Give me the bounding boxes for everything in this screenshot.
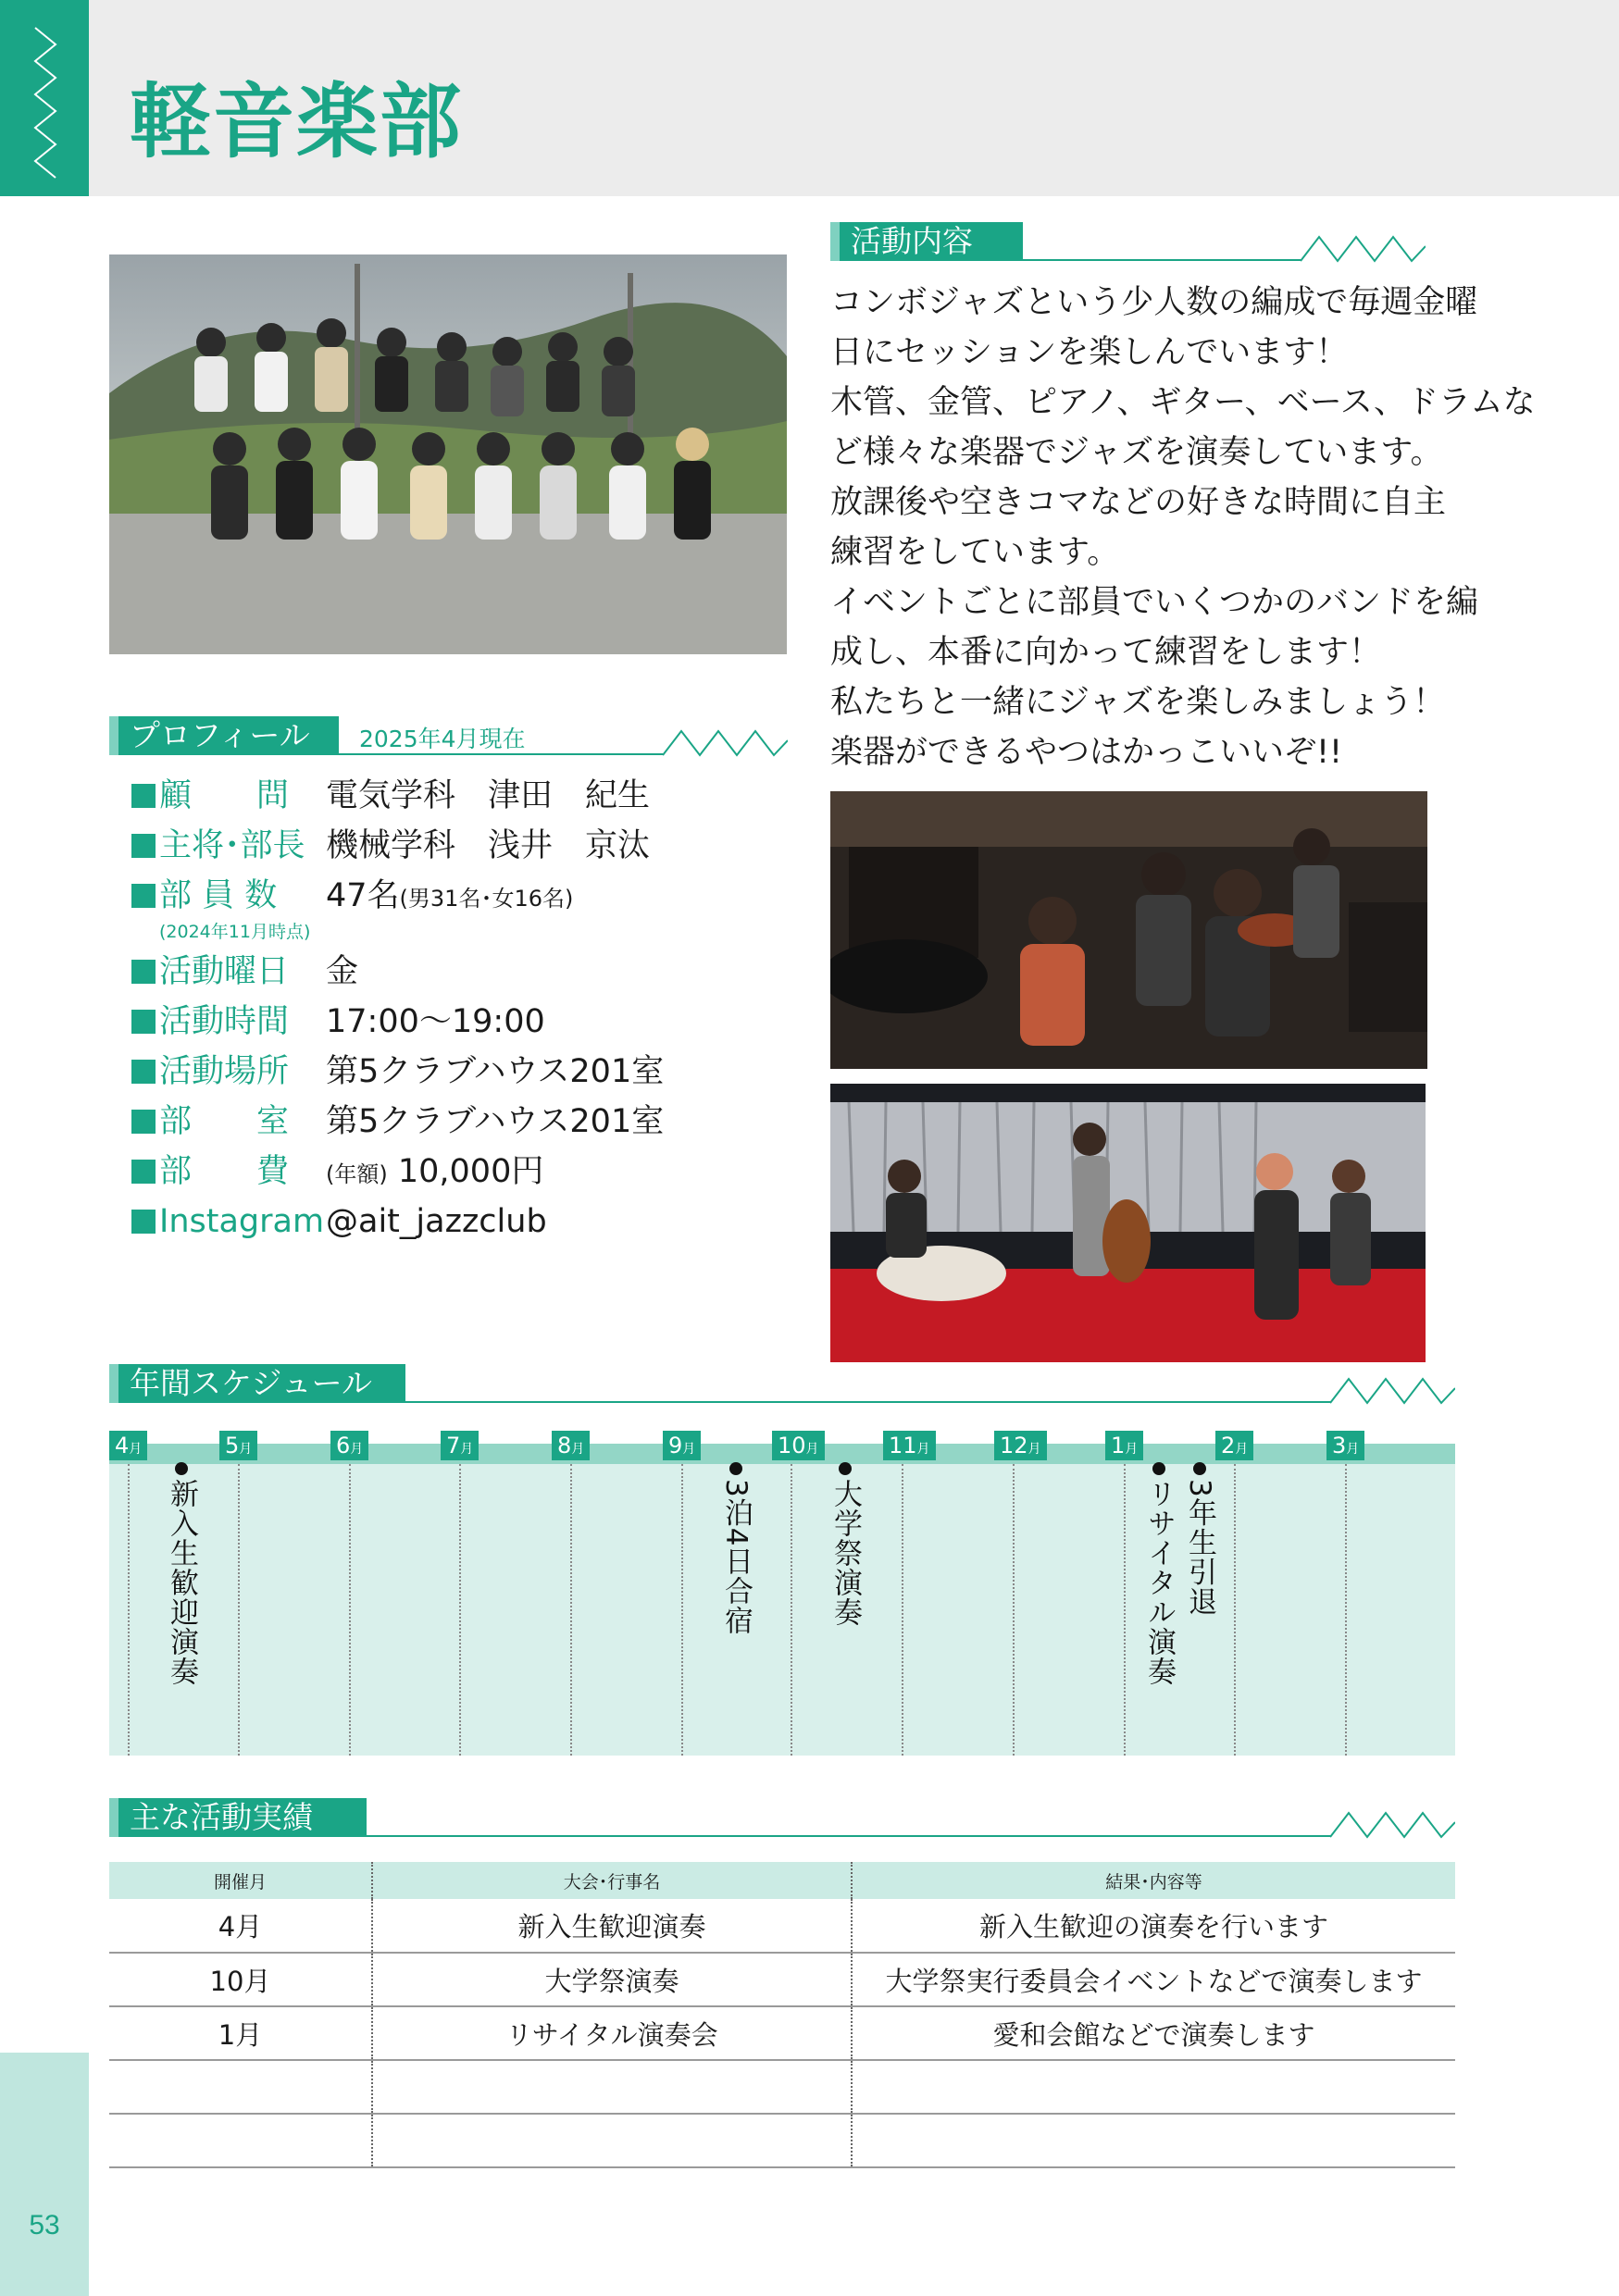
profile-row-time: 活動時間 17:00〜19:00: [131, 1001, 545, 1042]
header-accent-tab: [0, 0, 89, 196]
month-divider: [1013, 1464, 1015, 1756]
table-row: [109, 2114, 1455, 2167]
month-tag-8: 8月: [552, 1431, 590, 1460]
event-dot-icon: [1193, 1462, 1206, 1475]
schedule-event: 3年生引退: [1181, 1462, 1218, 1617]
event-dot-icon: [839, 1462, 852, 1475]
event-dot-icon: [1152, 1462, 1165, 1475]
zigzag-decoration-icon: [0, 0, 89, 196]
event-dot-icon: [729, 1462, 742, 1475]
schedule-event: 3泊4日合宿: [717, 1462, 754, 1635]
profile-row-members: 部 員 数 47名(男31名･女16名): [131, 875, 573, 919]
month-tag-3: 3月: [1326, 1431, 1364, 1460]
month-tag-2: 2月: [1215, 1431, 1253, 1460]
results-heading: 主な活動実績: [109, 1798, 367, 1837]
month-divider: [1345, 1464, 1347, 1756]
month-divider: [902, 1464, 903, 1756]
page-number: 53: [29, 2210, 60, 2240]
table-row: 10月 大学祭演奏 大学祭実行委員会イベントなどで演奏します: [109, 1953, 1455, 2006]
table-row: [109, 2060, 1455, 2114]
month-divider: [1124, 1464, 1126, 1756]
footer-side-tab: [0, 2053, 89, 2296]
schedule-heading-line: [405, 1401, 1331, 1403]
profile-row-advisor: 顧 問 電気学科 津田 紀生: [131, 776, 650, 816]
month-divider: [128, 1464, 130, 1756]
month-divider: [349, 1464, 351, 1756]
month-divider: [791, 1464, 792, 1756]
activity-description: コンボジャズという少人数の編成で毎週金曜 日にセッションを楽しんでいます！ 木管、金管、ピアノ、ギター、ベース、ドラムな ど様々な楽器でジャズを演奏しています。 放課後や空きコマなどの好きな時間に自主 練習をしています。 イベントごとに部員でいくつかのバンドを編 成し、本番に向かって練習をします！ 私たちと一緒にジャズを楽しみましょう！ 楽器ができるやつはかっこいいぞ!!: [830, 284, 1536, 771]
activity-heading-line: [1023, 259, 1301, 261]
zigzag-decoration-icon: [1330, 1809, 1455, 1839]
month-divider: [681, 1464, 683, 1756]
profile-date-note: 2025年4月現在: [359, 726, 526, 752]
profile-row-captain: 主将･部長 機械学科 浅井 京汰: [131, 825, 650, 866]
month-divider: [1234, 1464, 1236, 1756]
month-tag-12: 12月: [994, 1431, 1047, 1460]
table-row: 4月 新入生歓迎演奏 新入生歓迎の演奏を行います: [109, 1899, 1455, 1953]
month-divider: [459, 1464, 461, 1756]
schedule-event: 大学祭演奏: [827, 1462, 864, 1627]
profile-row-clubroom: 部 室 第5クラブハウス201室: [131, 1101, 664, 1142]
zigzag-decoration-icon: [1330, 1375, 1455, 1405]
month-tag-10: 10月: [772, 1431, 825, 1460]
month-tag-6: 6月: [330, 1431, 368, 1460]
session-photo-2: [830, 1084, 1426, 1362]
instagram-handle: @ait_jazzclub: [326, 1203, 547, 1240]
zigzag-decoration-icon: [1301, 233, 1426, 263]
results-heading-line: [367, 1835, 1331, 1837]
zigzag-decoration-icon: [663, 727, 788, 757]
column-header-event: 大会･行事名: [372, 1862, 852, 1899]
month-tag-7: 7月: [441, 1431, 479, 1460]
schedule-event: 新入生歓迎演奏: [163, 1462, 200, 1686]
month-tag-9: 9月: [663, 1431, 701, 1460]
column-header-month: 開催月: [109, 1862, 372, 1899]
month-divider: [238, 1464, 240, 1756]
month-tag-11: 11月: [883, 1431, 936, 1460]
group-photo: [109, 254, 787, 654]
profile-row-day: 活動曜日 金: [131, 951, 358, 992]
month-tag-1: 1月: [1105, 1431, 1143, 1460]
month-tag-5: 5月: [219, 1431, 257, 1460]
event-dot-icon: [175, 1462, 188, 1475]
profile-row-instagram: Instagram @ait_jazzclub: [131, 1201, 547, 1242]
table-row: 1月 リサイタル演奏会 愛和会館などで演奏します: [109, 2006, 1455, 2060]
column-header-result: 結果･内容等: [852, 1862, 1455, 1899]
table-header-row: [109, 1862, 1455, 1899]
results-table: [109, 1862, 1455, 2168]
schedule-heading: 年間スケジュール: [109, 1364, 405, 1403]
member-count-note: (2024年11月時点): [159, 922, 311, 942]
profile-heading: プロフィール: [109, 716, 339, 755]
profile-row-fee: 部 費 (年額) 10,000円: [131, 1151, 543, 1195]
month-divider: [570, 1464, 572, 1756]
activity-heading: 活動内容: [830, 222, 1023, 261]
schedule-event: リサイタル演奏: [1140, 1462, 1177, 1686]
profile-row-place: 活動場所 第5クラブハウス201室: [131, 1051, 664, 1092]
schedule-timeline: [109, 1444, 1455, 1756]
session-photo-1: [830, 791, 1427, 1069]
profile-heading-line: [339, 753, 663, 755]
page-title: 軽音楽部: [130, 74, 464, 169]
month-tag-4: 4月: [109, 1431, 147, 1460]
